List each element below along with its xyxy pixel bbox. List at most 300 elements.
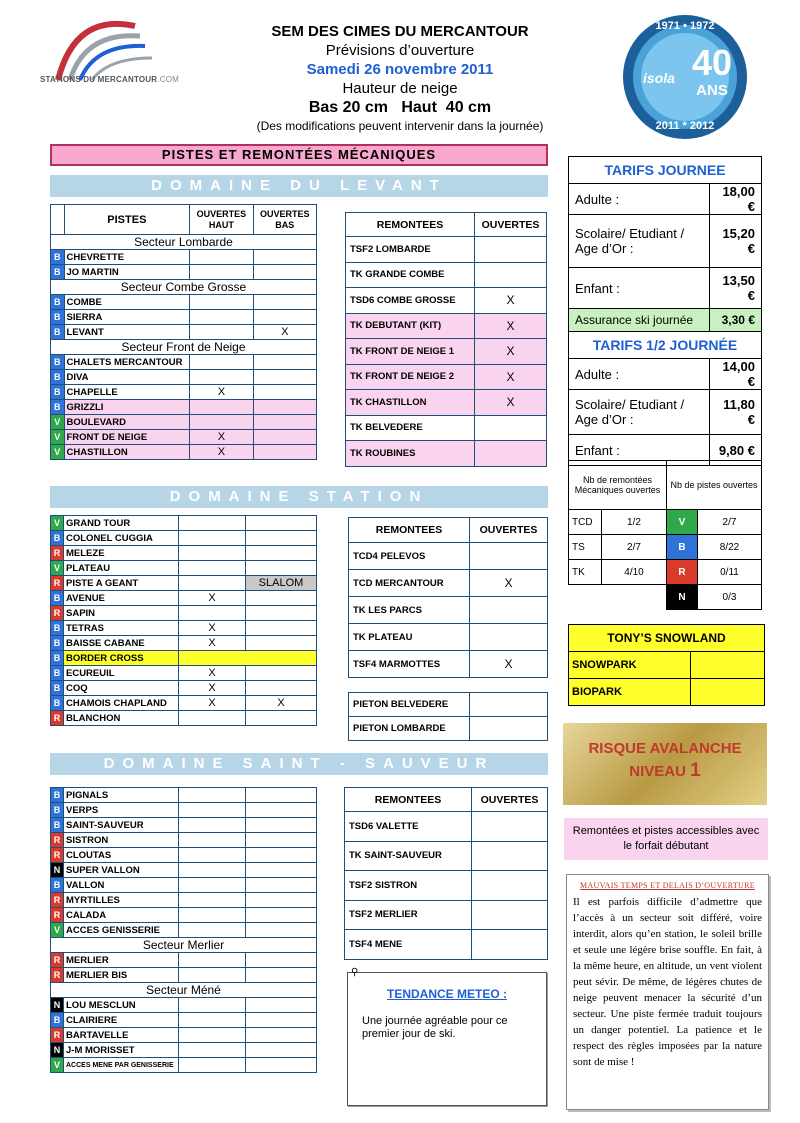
piste-haut [179, 788, 246, 803]
domaine-saint-sauveur-band: DOMAINE SAINT - SAUVEUR [50, 753, 548, 775]
header-block [210, 22, 590, 136]
piste-haut [179, 651, 317, 666]
piste-name: VALLON [64, 878, 179, 893]
piste-bas [246, 833, 317, 848]
piste-bas [246, 998, 317, 1013]
remontee-open: X [475, 364, 547, 390]
remontee-name: TK GRANDE COMBE [346, 262, 475, 288]
remontee-name: TSD6 COMBE GROSSE [346, 288, 475, 314]
difficulty-icon: N [51, 998, 64, 1013]
remontee-name: TSF2 LOMBARDE [346, 237, 475, 263]
piste-name: BOULEVARD [64, 415, 190, 430]
piste-name: CHAMOIS CHAPLAND [64, 696, 179, 711]
piste-haut [179, 531, 246, 546]
piste-haut [190, 415, 253, 430]
haut-header: OUVERTES HAUT [190, 205, 253, 235]
piste-name: VERPS [64, 803, 179, 818]
difficulty-icon: B [51, 400, 65, 415]
piste-bas [246, 818, 317, 833]
count-row [569, 560, 762, 585]
snow-values: Bas 20 cm Haut 40 cm [308, 99, 492, 116]
lift-type: TS [569, 535, 602, 560]
remontee-row [349, 624, 548, 651]
remontee-name: TK FRONT DE NEIGE 1 [346, 339, 475, 365]
remontee-name: TK PLATEAU [349, 624, 470, 651]
piste-row [51, 400, 317, 415]
piste-haut [179, 1043, 246, 1058]
tarifs-half-title: TARIFS 1/2 JOURNÉE [569, 332, 762, 359]
remontee-open: X [475, 390, 547, 416]
piste-haut: X [179, 591, 246, 606]
piste-haut [190, 355, 253, 370]
piste-bas [246, 546, 317, 561]
difficulty-icon: R [51, 908, 64, 923]
sector-label: Secteur Méné [51, 983, 317, 998]
piste-name: SIERRA [64, 310, 190, 325]
piste-haut: X [179, 621, 246, 636]
difficulty-icon: R [51, 606, 64, 621]
piste-bas [246, 878, 317, 893]
piste-bas [253, 400, 316, 415]
remontee-open: X [475, 339, 547, 365]
piste-bas [246, 863, 317, 878]
difficulty-icon: B [51, 651, 64, 666]
sector-label: Secteur Lombarde [51, 235, 317, 250]
piste-row [51, 1013, 317, 1028]
piste-row [51, 576, 317, 591]
pietons-table [348, 692, 548, 741]
piste-row [51, 370, 317, 385]
remontee-open [470, 597, 548, 624]
piste-haut [190, 250, 253, 265]
piste-haut [179, 833, 246, 848]
main-title: PISTES ET REMONTÉES MÉCANIQUES [50, 144, 548, 166]
piste-name: ACCES GENISSERIE [64, 923, 179, 938]
difficulty-icon: V [51, 445, 65, 460]
piste-name: PLATEAU [64, 561, 179, 576]
piste-name: GRAND TOUR [64, 516, 179, 531]
piste-count: 0/11 [698, 560, 762, 585]
piste-haut [179, 1013, 246, 1028]
piste-row [51, 1043, 317, 1058]
stations-logo [40, 18, 200, 96]
difficulty-icon: B [51, 295, 65, 310]
piste-row [51, 325, 317, 340]
pieton-open [470, 717, 548, 741]
difficulty-icon: R [51, 546, 64, 561]
difficulty-icon: V [51, 923, 64, 938]
piste-haut [190, 310, 253, 325]
piste-row [51, 923, 317, 938]
pieton-name: PIETON BELVEDERE [349, 693, 470, 717]
difficulty-icon: B [51, 696, 64, 711]
difficulty-icon: V [51, 561, 64, 576]
ouvertes-header: OUVERTES [475, 213, 547, 237]
insurance-label: Assurance ski journée [569, 309, 710, 332]
piste-bas [246, 606, 317, 621]
difficulty-icon: N [51, 863, 64, 878]
remontee-row [345, 871, 548, 901]
piste-name: AVENUE [64, 591, 179, 606]
piste-row [51, 666, 317, 681]
piste-row [51, 863, 317, 878]
piste-haut [179, 516, 246, 531]
piste-bas [253, 385, 316, 400]
difficulty-icon: B [51, 325, 65, 340]
station-pistes-table [50, 515, 317, 726]
sector-label: Secteur Merlier [51, 938, 317, 953]
bas-header: OUVERTES BAS [253, 205, 316, 235]
piste-name: BAISSE CABANE [64, 636, 179, 651]
piste-name: CALADA [64, 908, 179, 923]
piste-color-cell: R [667, 560, 698, 585]
piste-row [51, 310, 317, 325]
piste-row [51, 711, 317, 726]
piste-name: SAINT-SAUVEUR [64, 818, 179, 833]
piste-name: ECUREUIL [64, 666, 179, 681]
difficulty-icon: R [51, 953, 64, 968]
difficulty-icon: B [51, 531, 64, 546]
piste-haut [179, 606, 246, 621]
piste-row [51, 651, 317, 666]
remontee-open: X [470, 570, 548, 597]
piste-haut [190, 265, 253, 280]
piste-row [51, 953, 317, 968]
remontee-name: TK DEBUTANT (KIT) [346, 313, 475, 339]
piste-bas [246, 561, 317, 576]
piste-haut [179, 546, 246, 561]
piste-bas [253, 265, 316, 280]
remontee-name: TK BELVEDERE [346, 415, 475, 441]
remontee-open: X [470, 651, 548, 678]
piste-bas [246, 953, 317, 968]
piste-name: CLOUTAS [64, 848, 179, 863]
piste-bas [246, 681, 317, 696]
pieton-row [349, 717, 548, 741]
difficulty-icon: R [51, 848, 64, 863]
piste-haut: X [179, 696, 246, 711]
piste-row [51, 998, 317, 1013]
difficulty-icon: B [51, 1013, 64, 1028]
remontee-row [345, 841, 548, 871]
piste-name: BORDER CROSS [64, 651, 179, 666]
piste-name: MERLIER [64, 953, 179, 968]
piste-row [51, 968, 317, 983]
empty-cell [569, 585, 667, 610]
piste-bas [246, 923, 317, 938]
tarif-price: 14,00 € [709, 359, 761, 390]
piste-haut [179, 908, 246, 923]
piste-haut [179, 953, 246, 968]
tarif-label: Adulte : [569, 359, 710, 390]
piste-row [51, 295, 317, 310]
remontee-row [349, 543, 548, 570]
difficulty-icon: B [51, 355, 65, 370]
station-remontees-table [348, 517, 548, 678]
piste-haut [179, 803, 246, 818]
badge-year-bottom: 2011 * 2012 [655, 120, 715, 132]
difficulty-icon: V [51, 430, 65, 445]
piste-name: COLONEL CUGGIA [64, 531, 179, 546]
piste-haut [179, 968, 246, 983]
piste-row [51, 848, 317, 863]
remontee-open [475, 237, 547, 263]
pieton-name: PIETON LOMBARDE [349, 717, 470, 741]
piste-haut [179, 561, 246, 576]
difficulty-icon: B [51, 803, 64, 818]
piste-name: BARTAVELLE [64, 1028, 179, 1043]
remontee-row [345, 812, 548, 842]
remontee-name: TK FRONT DE NEIGE 2 [346, 364, 475, 390]
piste-haut [179, 711, 246, 726]
difficulty-icon: B [51, 788, 64, 803]
piste-row [51, 531, 317, 546]
snowland-table [568, 624, 765, 706]
difficulty-icon: B [51, 385, 65, 400]
weather-notice [566, 874, 769, 1110]
remontee-row [349, 570, 548, 597]
difficulty-icon: V [51, 415, 65, 430]
doc-date: Samedi 26 novembre 2011 [306, 61, 494, 78]
lift-type: TCD [569, 510, 602, 535]
count-row [569, 535, 762, 560]
doc-subtitle: Prévisions d’ouverture [325, 42, 475, 59]
remontee-open: X [475, 288, 547, 314]
remontee-row [346, 415, 547, 441]
piste-row [51, 878, 317, 893]
remontee-name: TK CHASTILLON [346, 390, 475, 416]
piste-row [51, 591, 317, 606]
snowland-title: TONY’S SNOWLAND [569, 625, 765, 652]
difficulty-icon: B [51, 370, 65, 385]
piste-name: JO MARTIN [64, 265, 190, 280]
avalanche-line2: NIVEAU [629, 763, 686, 780]
piste-row [51, 250, 317, 265]
remontee-name: TSF2 MERLIER [345, 900, 472, 930]
disclaimer: (Des modifications peuvent intervenir dans la journée) [256, 119, 544, 133]
piste-name: J-M MORISSET [64, 1043, 179, 1058]
difficulty-icon: R [51, 893, 64, 908]
remontee-open: X [475, 313, 547, 339]
piste-bas: X [246, 696, 317, 711]
piste-bas [246, 1028, 317, 1043]
remontees-header: REMONTEES [349, 518, 470, 543]
piste-bas [246, 591, 317, 606]
piste-haut [179, 923, 246, 938]
piste-bas: X [253, 325, 316, 340]
lift-count: 2/7 [602, 535, 667, 560]
pieton-row [349, 693, 548, 717]
logo-suffix: .COM [157, 75, 179, 84]
piste-name: GRIZZLI [64, 400, 190, 415]
sector-label: Secteur Front de Neige [51, 340, 317, 355]
difficulty-icon: B [51, 818, 64, 833]
piste-bas [246, 848, 317, 863]
remontee-row [346, 237, 547, 263]
notice-body: Il est parfois difficile d’admettre que l’accès à un secteur soit différé, voire interdit, alors qu’en station, le soleil brille et seule une légère brise souffle. En fait, à la même heure, en altitude, un vent violent peut sévir. De même, de légères chutes de neige peuvent menacer la sécurité d’un secteur. Une piste fermée traduit toujours un danger potentiel. La patience et le respect des règles imposées par la nature sont de mise ! [573, 896, 762, 1068]
piste-row [51, 1028, 317, 1043]
tarif-label: Enfant : [569, 268, 710, 309]
piste-row [51, 430, 317, 445]
piste-bas [246, 516, 317, 531]
piste-haut [190, 400, 253, 415]
piste-name: MERLIER BIS [64, 968, 179, 983]
meteo-text: Une journée agréable pour ce premier jour de ski. [362, 1015, 508, 1040]
piste-haut [179, 1058, 246, 1073]
piste-name: FRONT DE NEIGE [64, 430, 190, 445]
sector-label: Secteur Combe Grosse [51, 280, 317, 295]
lift-count: 1/2 [602, 510, 667, 535]
remontee-row [346, 288, 547, 314]
piste-haut: X [179, 666, 246, 681]
piste-haut [179, 878, 246, 893]
piste-bas [253, 295, 316, 310]
remontee-row [349, 651, 548, 678]
difficulty-icon: B [51, 636, 64, 651]
piste-name: BLANCHON [64, 711, 179, 726]
piste-name: MYRTILLES [64, 893, 179, 908]
piste-row [51, 681, 317, 696]
piste-bas [246, 1058, 317, 1073]
remontee-row [346, 339, 547, 365]
difficulty-icon: B [51, 310, 65, 325]
remontee-name: TSF4 MENE [345, 930, 472, 960]
domaine-station-band: DOMAINE STATION [50, 486, 548, 508]
remontee-open [470, 624, 548, 651]
tarif-price: 9,80 € [709, 435, 761, 466]
piste-row [51, 516, 317, 531]
piste-name: DIVA [64, 370, 190, 385]
piste-name: SUPER VALLON [64, 863, 179, 878]
tarif-label: Scolaire/ Etudiant / Age d’Or : [569, 390, 710, 435]
remontee-open [472, 930, 548, 960]
piste-name: CHAPELLE [64, 385, 190, 400]
piste-row [51, 908, 317, 923]
badge-year-top: 1971 • 1972 [655, 20, 715, 32]
piste-haut: X [190, 445, 253, 460]
remontee-open [475, 415, 547, 441]
piste-bas [246, 621, 317, 636]
badge-number: 40 [691, 42, 733, 83]
piste-bas [246, 666, 317, 681]
domaine-levant-band: DOMAINE DU LEVANT [50, 175, 548, 197]
remontee-row [345, 930, 548, 960]
count-row [569, 510, 762, 535]
levant-pistes-table [50, 204, 317, 460]
badge-brand: isola [643, 70, 675, 86]
piste-haut [190, 370, 253, 385]
remontee-open [475, 262, 547, 288]
piste-count: 8/22 [698, 535, 762, 560]
piste-haut [179, 848, 246, 863]
difficulty-icon: B [51, 681, 64, 696]
piste-color-cell: B [667, 535, 698, 560]
snowpark-label: SNOWPARK [569, 652, 691, 679]
piste-bas [246, 803, 317, 818]
remontee-open [472, 812, 548, 842]
piste-haut [179, 1028, 246, 1043]
piste-haut [179, 818, 246, 833]
remontees-header: REMONTEES [345, 788, 472, 812]
piste-row [51, 788, 317, 803]
pieton-open [470, 693, 548, 717]
piste-bas [246, 908, 317, 923]
difficulty-icon: B [51, 666, 64, 681]
difficulty-icon: V [51, 516, 64, 531]
piste-bas [246, 531, 317, 546]
debutant-note: Remontées et pistes accessibles avec le forfait débutant [564, 818, 768, 860]
remontee-name: TCD MERCANTOUR [349, 570, 470, 597]
piste-haut [179, 893, 246, 908]
piste-haut [179, 576, 246, 591]
piste-bas [246, 893, 317, 908]
tarifs-day-title: TARIFS JOURNEE [569, 157, 762, 184]
piste-name: COMBE [64, 295, 190, 310]
difficulty-icon: R [51, 711, 64, 726]
piste-bas [253, 310, 316, 325]
piste-haut [190, 325, 253, 340]
badge-unit: ANS [696, 82, 728, 99]
remontee-name: TK SAINT-SAUVEUR [345, 841, 472, 871]
difficulty-icon: B [51, 265, 65, 280]
avalanche-line1: RISQUE AVALANCHE [588, 740, 742, 757]
piste-name: PIGNALS [64, 788, 179, 803]
tarif-label: Enfant : [569, 435, 710, 466]
piste-name: TETRAS [64, 621, 179, 636]
piste-count: 0/3 [698, 585, 762, 610]
difficulty-icon: R [51, 1028, 64, 1043]
piste-row [51, 355, 317, 370]
tarif-label: Scolaire/ Etudiant / Age d’Or : [569, 215, 710, 268]
piste-row [51, 818, 317, 833]
lift-count: 4/10 [602, 560, 667, 585]
piste-name: PISTE A GEANT [64, 576, 179, 591]
levant-remontees-table [345, 212, 547, 467]
difficulty-icon: B [51, 250, 65, 265]
counts-table [568, 460, 762, 610]
pin-icon: ⚲ [351, 967, 359, 978]
remontee-name: TSF4 MARMOTTES [349, 651, 470, 678]
piste-haut [179, 863, 246, 878]
count-row [569, 585, 762, 610]
piste-haut: X [190, 385, 253, 400]
piste-haut [179, 998, 246, 1013]
piste-row [51, 621, 317, 636]
piste-bas [246, 1043, 317, 1058]
pistes-header: PISTES [64, 205, 190, 235]
sauveur-pistes-table [50, 787, 317, 1073]
remontee-name: TK LES PARCS [349, 597, 470, 624]
piste-count: 2/7 [698, 510, 762, 535]
piste-name: COQ [64, 681, 179, 696]
tarif-label: Adulte : [569, 184, 710, 215]
piste-row [51, 265, 317, 280]
piste-row [51, 445, 317, 460]
difficulty-icon: B [51, 621, 64, 636]
meteo-title: TENDANCE METEO : [387, 987, 507, 1001]
remontee-open [475, 441, 547, 467]
anniversary-badge [620, 12, 750, 142]
piste-color-cell: N [667, 585, 698, 610]
remontee-open [472, 900, 548, 930]
piste-bas [253, 415, 316, 430]
difficulty-icon: R [51, 968, 64, 983]
remontees-header: REMONTEES [346, 213, 475, 237]
piste-name: SISTRON [64, 833, 179, 848]
piste-name: CHALETS MERCANTOUR [64, 355, 190, 370]
count-header-lifts: Nb de remontées Mécaniques ouvertes [569, 461, 667, 510]
difficulty-icon: N [51, 1043, 64, 1058]
